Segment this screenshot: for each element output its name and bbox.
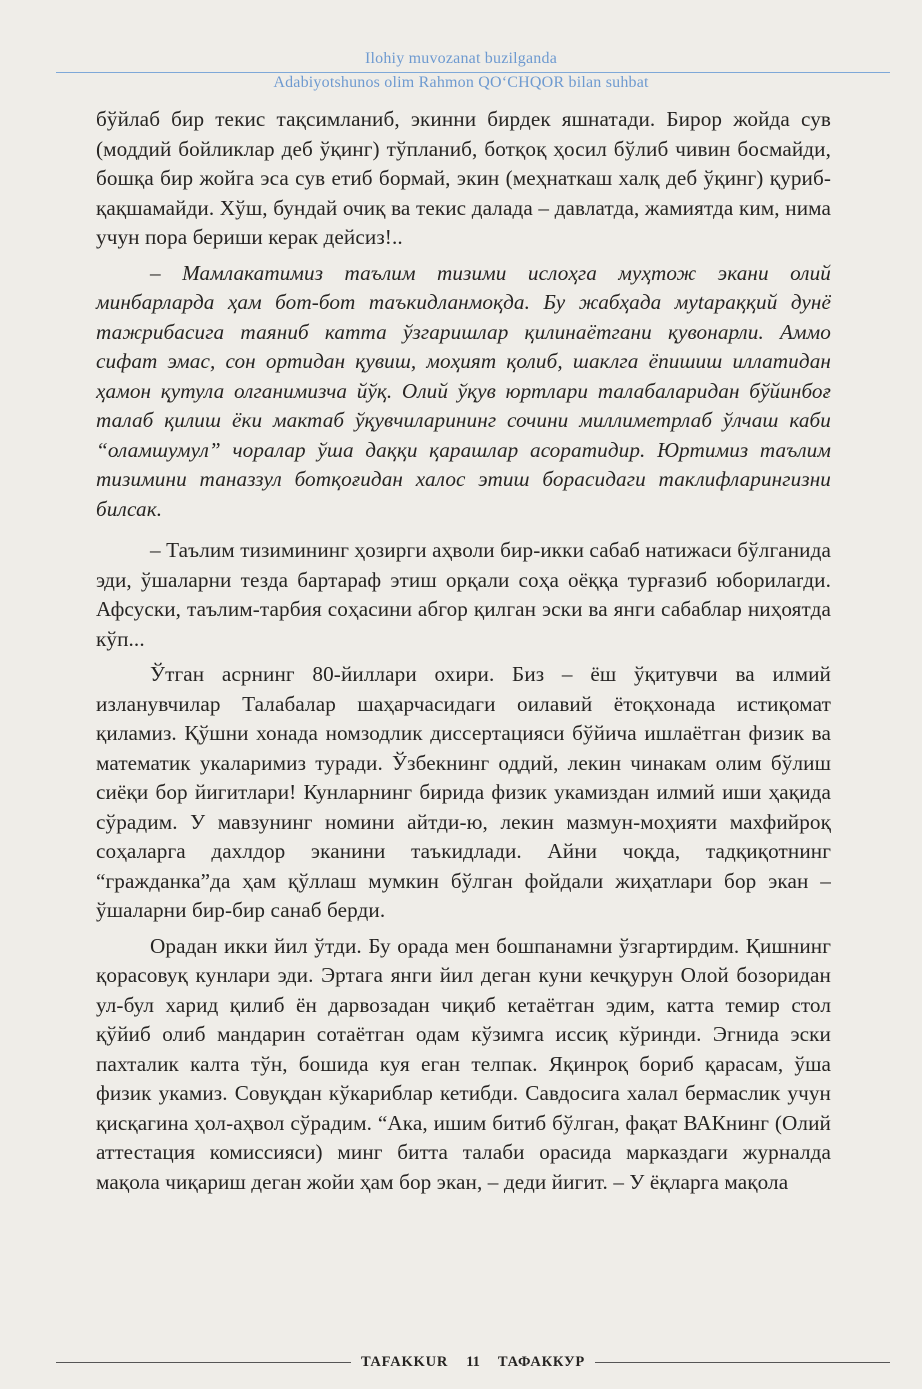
footer-rule-left [56,1362,351,1363]
running-subtitle: Adabiyotshunos olim Rahmon QO‘CHQOR bilan suhbat [273,74,649,91]
interviewer-question: – Мамлакатимиз таълим тизими ислоҳга муҳтож экани олий минбарларда ҳам бот-бот таъкидланмоқда. Бу жабҳада муtaраққий дунё тажрибасига таяниб катта ўзгаришлар қилинаётгани қувонарли. Аммо сифат эмас, сон ортидан қувиш, моҳият қолиб, шаклга ёпишиш иллатидан ҳамон қутула олганимизча йўқ. Олий ўқув юртлари талабаларидан бўйинбоғ талаб қилиш ёки мактаб ўқувчиларининг сочини миллиметрлаб ўлчаш каби “оламшумул” чоралар ўша даққи қарашлар асоратидир. Юртимиз таълим тизимини таназзул ботқоғидан халос этиш борасидаги таклифларингизни билсак. [96,260,831,521]
story-paragraph-2: Орадан икки йил ўтди. Бу орада мен бошпанамни ўзгартирдим. Қишнинг қорасовуқ кунлари эди. Эртага янги йил деган куни кечқурун Олой бозоридан ул-бул харид қилиб ён дарвозадан чиқиб кетаётган эдим, катта темир стол қўйиб олиб мандарин сотаётган одам кўзимга иссиқ кўринди. Эгнида эски пахталик калта тўн, бошида куя еган телпак. Яқинроқ бориб қарасам, ўша физик укамиз. Совуқдан кўкариблар кетибди. Савдосига халал бермаслик учун қисқагина ҳол-аҳвол сўрадим. “Ака, ишим битиб бўлган, фақат ВАКнинг (Олий аттестация комиссияси) минг битта талаби орасида марказдаги журналда мақола чиқариш деган жойи ҳам бор экан, – деди йигит. – У ёқларга мақола [96,933,831,1194]
answer-paragraph: – Таълим тизимининг ҳозирги аҳволи бир-икки сабаб натижаси бўлганида эди, ўшаларни тезда бартараф этиш орқали соҳа оёққа турғазиб юборилarди. Афсуски, таълим-тарбия соҳасини абгор қилган эски ва янги сабаблар ниҳоятда кўп... [96,538,831,651]
header-divider [56,72,890,73]
footer-label-latin: TAFAKKUR [360,1353,449,1370]
footer-rule-right [595,1362,890,1363]
paragraph-continuation: бўйлаб бир текис тақсимланиб, экинни бирдек яшнатади. Бирор жойда сув (моддий бойликлар деб ўқинг) тўпланиб, ботқоқ ҳосил бўлиб чивин босмайди, бошқа бир жойга эса сув етиб бормай, экин (меҳнаткаш халқ деб ўқинг) қуриб-қақшамайди. Хўш, бундай очиқ ва текис далада – давлатда, жамиятда ким, нима учун пора бериши керак дейсиз!.. [96,107,831,249]
running-title: Ilohiy muvozanat buzilganda [364,50,557,67]
story-paragraph-1: Ўтган асрнинг 80-йиллари охири. Биз – ёш ўқитувчи ва илмий изланувчилар Талабалар шаҳарчасидаги оилавий ётоқхонада истиқомат қиламиз. Қўшни хонада номзодлик диссертацияси бўйича ишлаётган физик ва математик укаларимиз туради. Ўзбекнинг оддий, лекин чинакам олим бўлиш сиёқи бор йигитлари! Кунларнинг бирида физик укамиздан илмий иши ҳақида сўрадим. У мавзунинг номини айтди-ю, лекин мазмун-моҳияти махфийроқ соҳаларга дахлдор эканини таъкидлади. Айни чоқда, тадқиқотнинг “гражданка”да ҳам қўллаш мумкин бўлган фойдали жиҳатлари бор экан – ўшаларни бир-бир санаб берди. [96,662,831,922]
footer-label-cyrillic: ТАФАККУР [497,1353,586,1370]
page-body [96,105,831,1197]
page-number: 11 [466,1353,480,1370]
page-footer [56,1352,890,1372]
